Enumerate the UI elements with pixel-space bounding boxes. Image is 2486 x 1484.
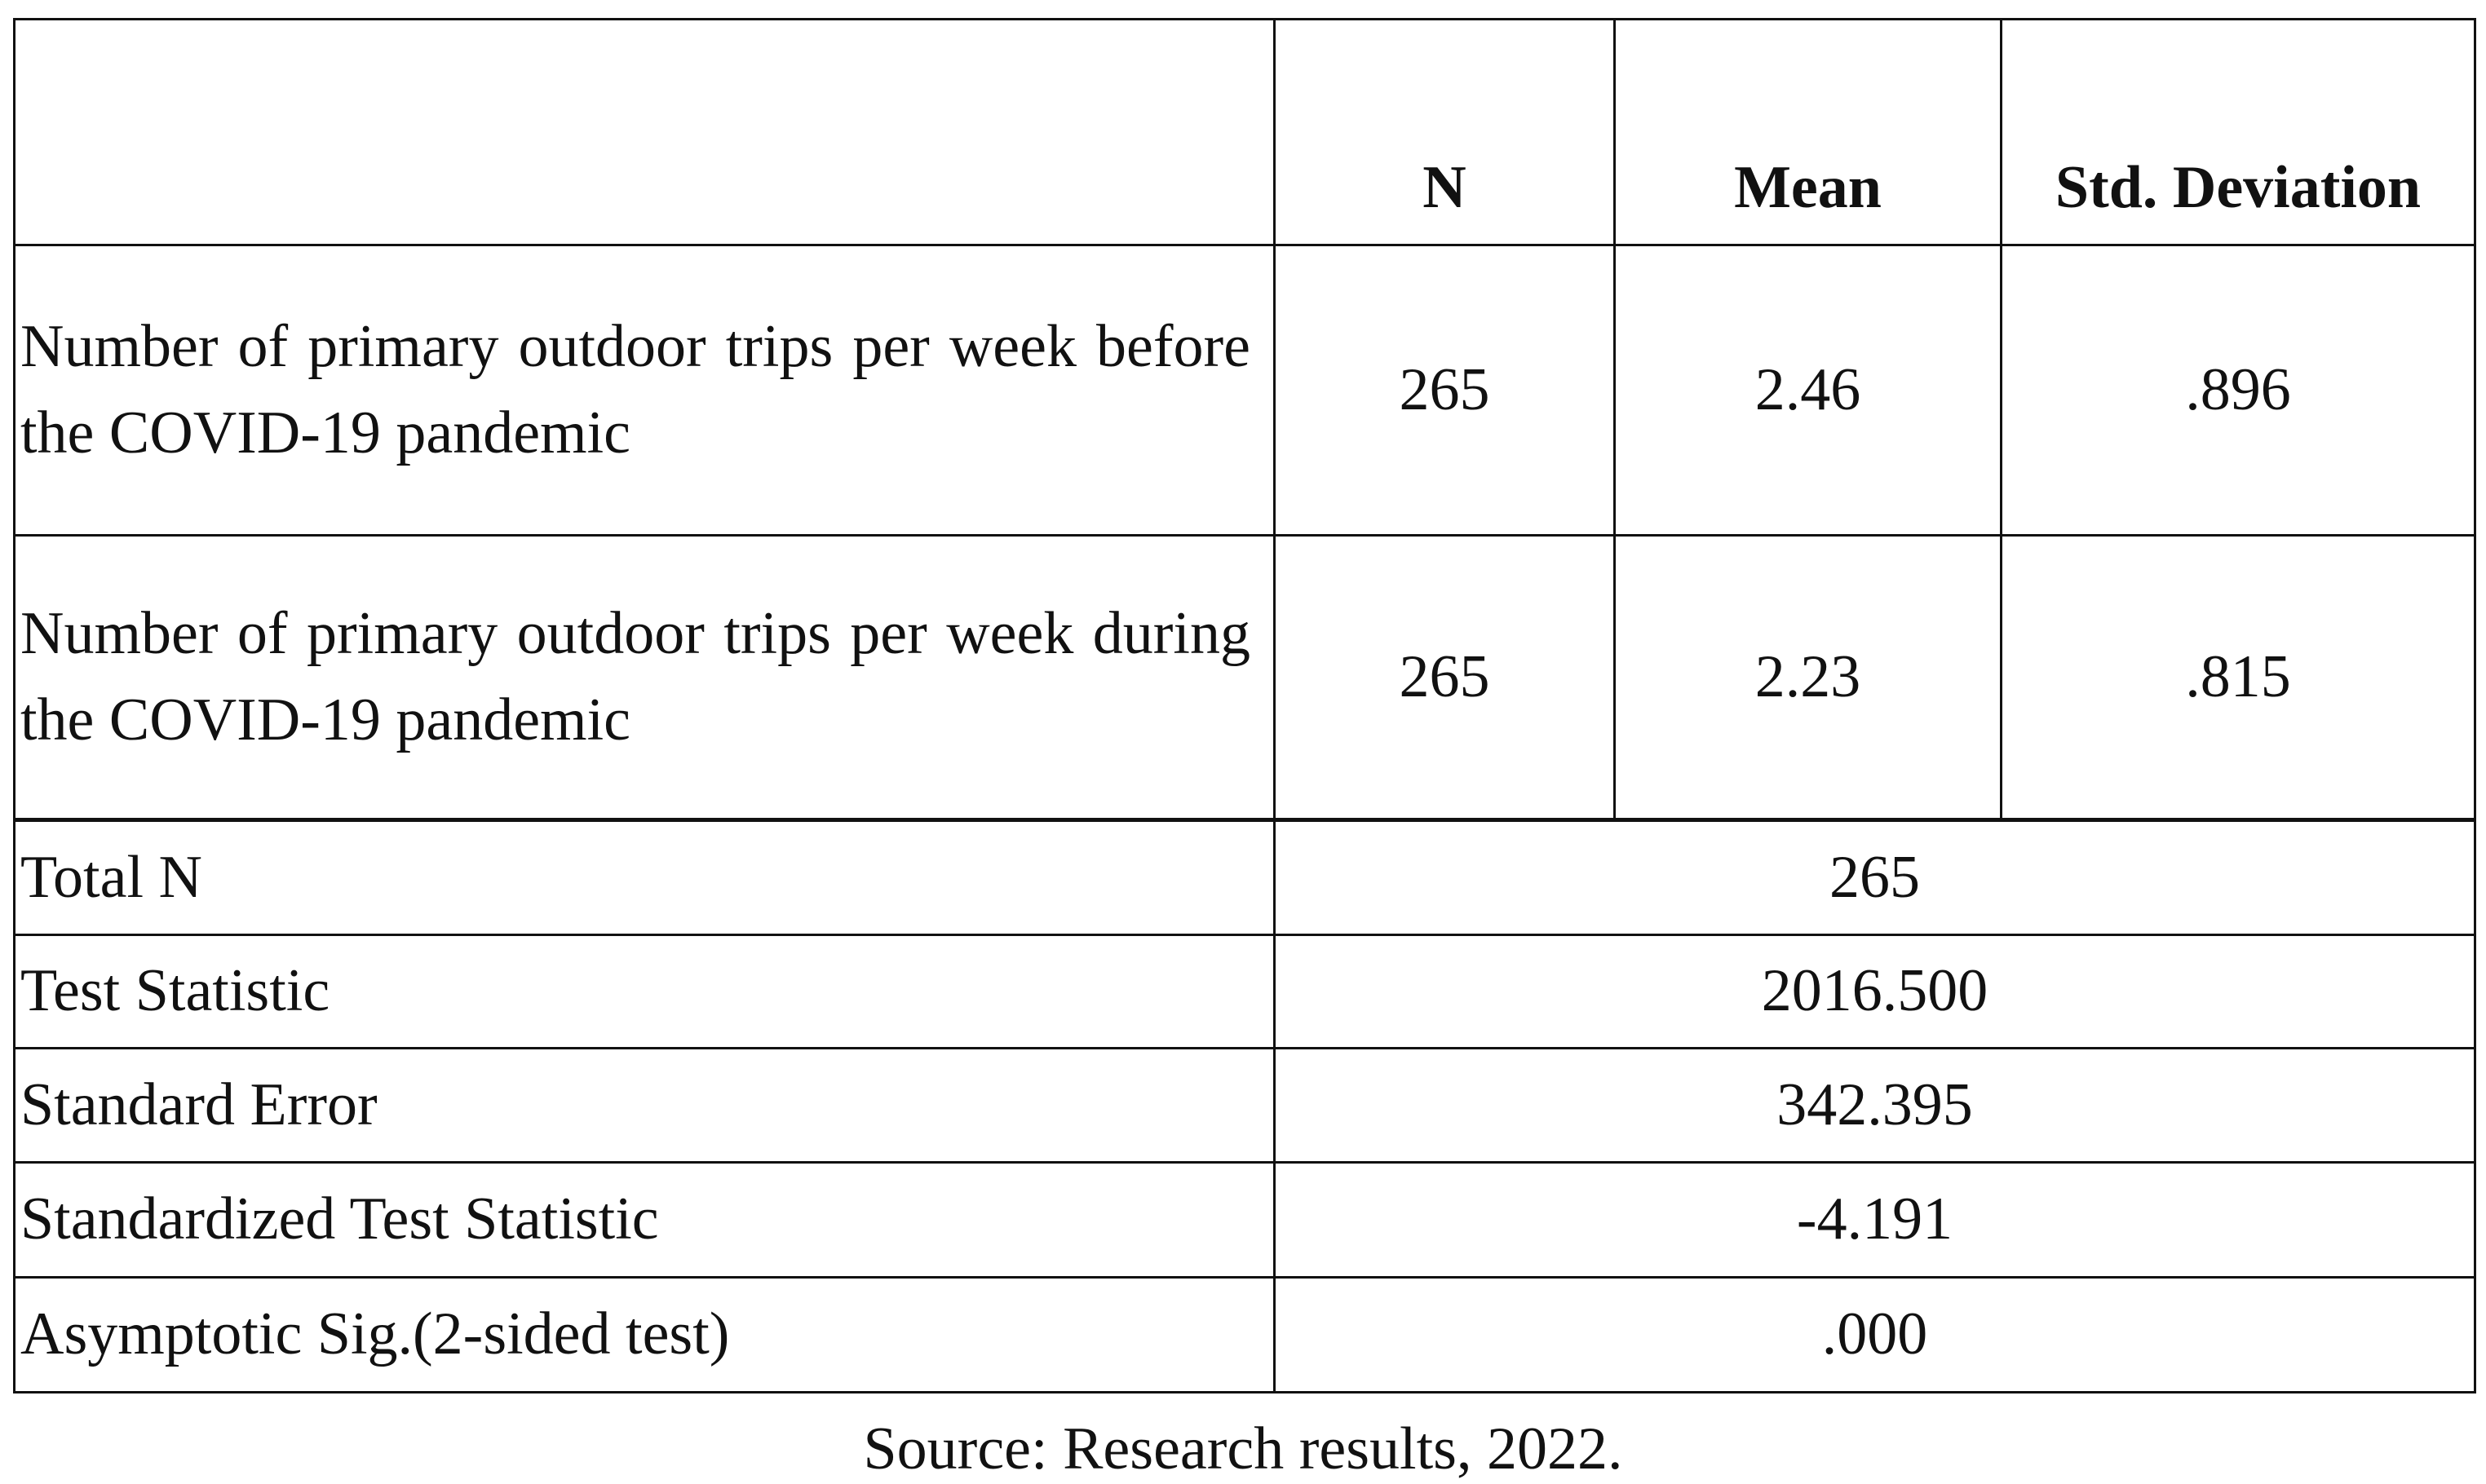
row-label: Number of primary outdoor trips per week during the COVID-19 pandemic (15, 536, 1275, 820)
header-n: N (1275, 20, 1615, 245)
row-label: Number of primary outdoor trips per week before the COVID-19 pandemic (15, 245, 1275, 536)
header-empty (15, 20, 1275, 245)
row-sd: .815 (2002, 536, 2475, 820)
row-n: 265 (1275, 536, 1615, 820)
row-mean: 2.46 (1615, 245, 2002, 536)
summary-label: Standard Error (15, 1049, 1275, 1163)
row-sd: .896 (2002, 245, 2475, 536)
summary-row (15, 1278, 2475, 1393)
summary-row (15, 1163, 2475, 1278)
summary-row (15, 820, 2475, 935)
summary-value: 265 (1275, 820, 2475, 935)
summary-value: .000 (1275, 1278, 2475, 1393)
summary-value: -4.191 (1275, 1163, 2475, 1278)
summary-value: 342.395 (1275, 1049, 2475, 1163)
summary-label: Test Statistic (15, 935, 1275, 1049)
summary-value: 2016.500 (1275, 935, 2475, 1049)
statistics-table (13, 18, 2476, 1393)
summary-label: Total N (15, 820, 1275, 935)
summary-label: Standardized Test Statistic (15, 1163, 1275, 1278)
header-row (15, 20, 2475, 245)
header-mean: Mean (1615, 20, 2002, 245)
table-row (15, 536, 2475, 820)
table-row (15, 245, 2475, 536)
table-caption: Source: Research results, 2022. (863, 1416, 1623, 1482)
row-n: 265 (1275, 245, 1615, 536)
header-std-deviation: Std. Deviation (2002, 20, 2475, 245)
summary-row (15, 1049, 2475, 1163)
summary-row (15, 935, 2475, 1049)
row-mean: 2.23 (1615, 536, 2002, 820)
summary-label: Asymptotic Sig.(2-sided test) (15, 1278, 1275, 1393)
